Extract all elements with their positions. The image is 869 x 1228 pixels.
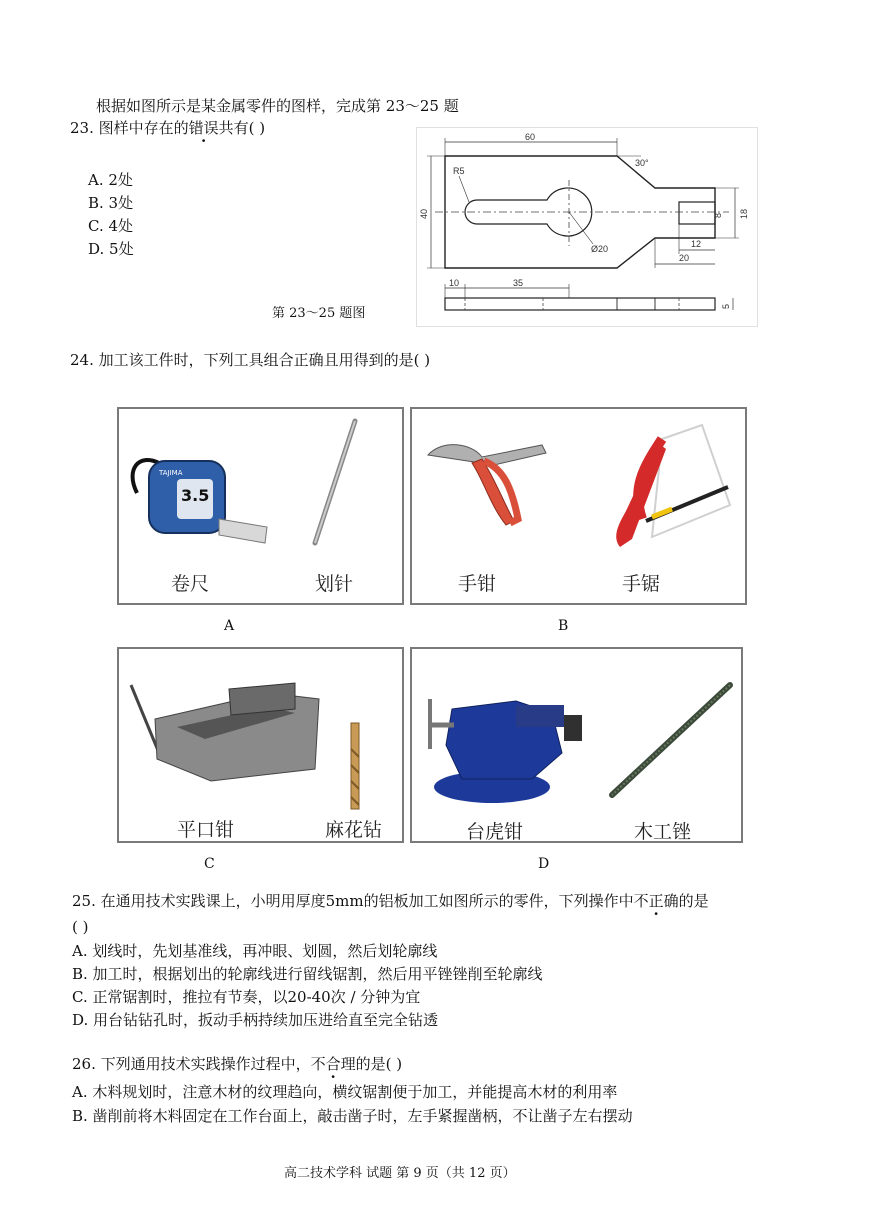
q24-stem: 24. 加工该工件时，下列工具组合正确且用得到的是( ) [70, 351, 431, 369]
q26-stem-mark: 不合理 [310, 1055, 356, 1073]
dim-dia20: Ø20 [591, 244, 609, 254]
dim-5: 5 [721, 303, 731, 309]
q26-stem [72, 1054, 402, 1074]
bench-vise-and-rasp-illustration [412, 649, 741, 841]
q26-stem-post: 的是( ) [355, 1055, 403, 1073]
dim-r5: R5 [453, 166, 465, 176]
dim-35: 35 [513, 278, 524, 288]
q24-c-tool1: 平口钳 [177, 819, 235, 841]
q24-a-tool1: 卷尺 [171, 573, 210, 595]
tape-size-label: 3.5 [181, 486, 210, 505]
intro-text: 根据如图所示是某金属零件的图样，完成第 23～25 题 [96, 97, 459, 115]
q25-option-b: B. 加工时，根据划出的轮廓线进行留线锯割，然后用平锉锉削至轮廓线 [72, 965, 543, 983]
q25-option-d: D. 用台钻钻孔时，扳动手柄持续加压进给直至完全钻透 [72, 1011, 439, 1029]
q25-stem [72, 891, 709, 911]
q25-option-a: A. 划线时，先划基准线，再冲眼、划圆，然后划轮廓线 [72, 942, 438, 960]
q23-stem-post: 共有( ) [218, 119, 266, 137]
q25-stem-pre: 25. 在通用技术实践课上，小明用厚度5mm的铝板加工如图所示的零件，下列操作中 [72, 892, 634, 910]
q23-stem-pre: 23. 图样中存在的 [70, 119, 189, 137]
q25-stem-mark: 不正确 [633, 892, 679, 910]
q24-b-tool2: 手锯 [622, 573, 661, 595]
q24-label-c: C [204, 856, 215, 872]
q23-option-a: A. 2处 [88, 171, 133, 189]
q24-a-tool2: 划针 [315, 573, 354, 595]
page-footer: 高二技术学科 试题 第 9 页（共 12 页） [284, 1166, 516, 1181]
q24-label-d: D [538, 856, 550, 872]
dim-8: 8 [713, 212, 723, 218]
q24-b-tool1: 手钳 [458, 573, 497, 595]
q25-paren: ( ) [72, 918, 89, 936]
q26-option-a: A. 木料规划时，注意木材的纹理趋向，横纹锯割便于加工，并能提高木材的利用率 [72, 1083, 618, 1101]
q24-option-b-box[interactable] [410, 407, 747, 605]
q24-option-c-box[interactable] [117, 647, 404, 843]
part-drawing [416, 127, 758, 327]
q24-label-b: B [558, 618, 569, 634]
q24-option-d-box[interactable] [410, 647, 743, 843]
figure-caption: 第 23～25 题图 [272, 306, 366, 321]
q23-option-c: C. 4处 [88, 217, 134, 235]
vise-and-drill-illustration [119, 649, 402, 841]
q26-option-b: B. 凿削前将木料固定在工作台面上，敲击凿子时，左手紧握凿柄，不让凿子左右摆动 [72, 1107, 633, 1125]
dim-40: 40 [419, 208, 429, 219]
dim-18: 18 [739, 208, 749, 219]
q23-option-d: D. 5处 [88, 240, 134, 258]
side-view [445, 298, 715, 310]
q23-option-b: B. 3处 [88, 194, 134, 212]
q25-option-c: C. 正常锯割时，推拉有节奏，以20-40次 / 分钟为宜 [72, 988, 421, 1006]
q23-stem-mark: 错误 [188, 119, 219, 137]
dim-30deg: 30° [635, 158, 649, 168]
tape-and-scriber-illustration [119, 409, 402, 603]
dim-12: 12 [691, 239, 702, 249]
right-slot [679, 202, 715, 224]
q24-d-tool2: 木工锉 [634, 821, 692, 843]
q25-stem-post: 的是 [678, 892, 709, 910]
q24-c-tool2: 麻花钻 [325, 819, 383, 841]
dim-10: 10 [449, 278, 460, 288]
tape-brand-label: TAJIMA [159, 469, 183, 477]
dim-60: 60 [525, 132, 536, 142]
q24-label-a: A [224, 618, 235, 634]
q23-stem [70, 118, 265, 138]
dim-20: 20 [679, 253, 690, 263]
q24-option-a-box[interactable] [117, 407, 404, 605]
q24-d-tool1: 台虎钳 [466, 821, 524, 843]
part-drawing-svg [417, 128, 757, 326]
q26-stem-pre: 26. 下列通用技术实践操作过程中， [72, 1055, 311, 1073]
